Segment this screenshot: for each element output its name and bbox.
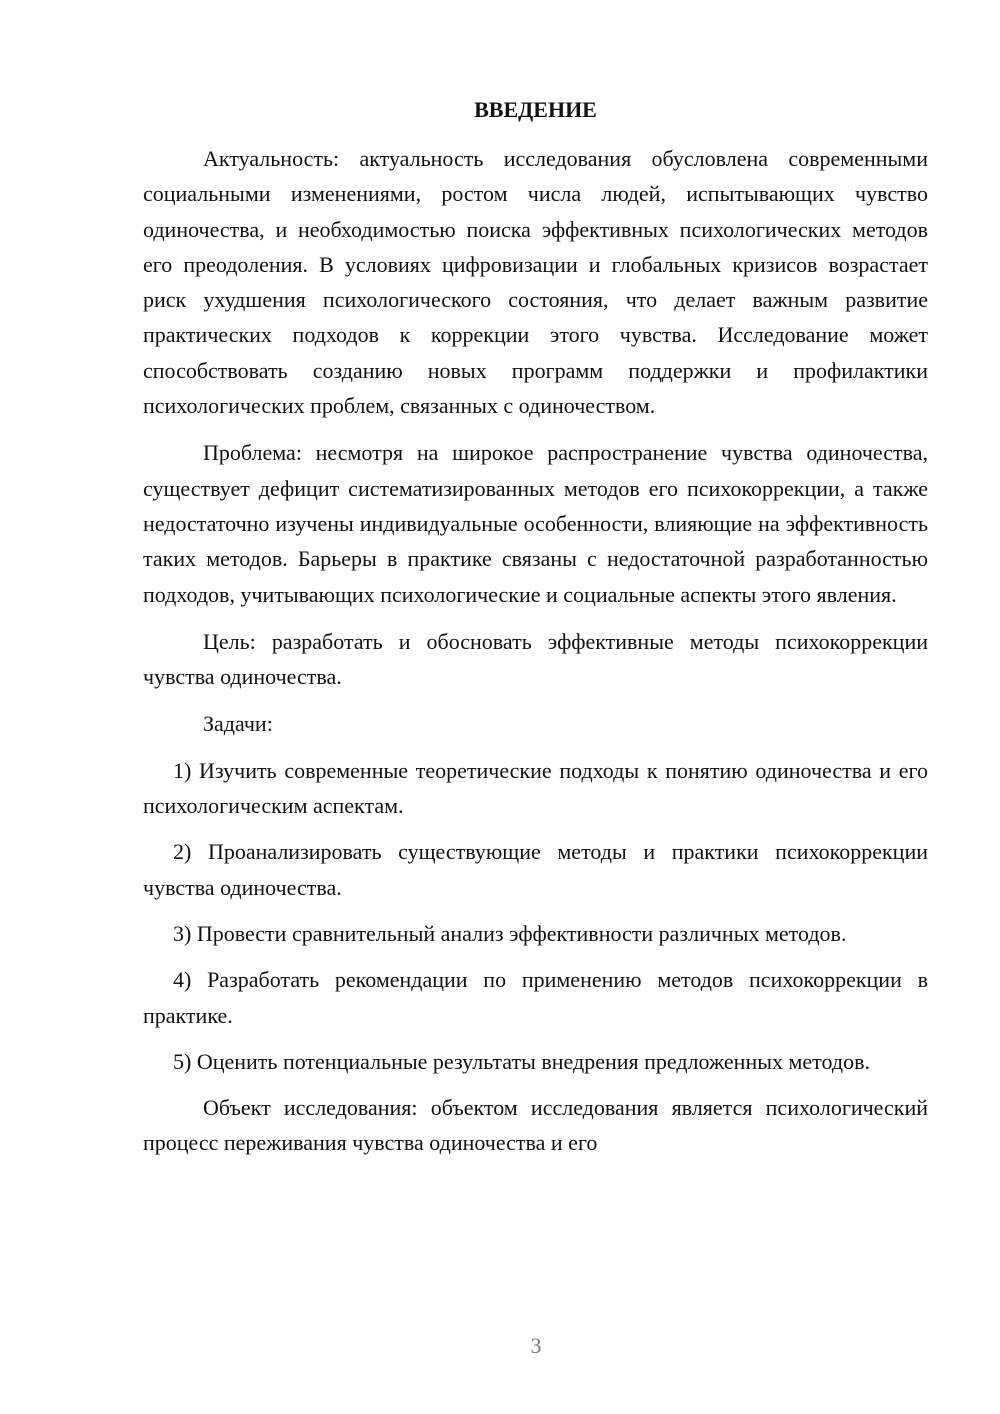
page-content <box>143 92 928 1173</box>
task-item-4: 4) Разработать рекомендации по применению методов психокоррекции в практике. <box>143 967 928 1028</box>
object-paragraph: Объект исследования: объектом исследования является психологический процесс переживания чувства одиночества и его <box>143 1095 928 1156</box>
page-number: 3 <box>530 1333 542 1358</box>
relevance-paragraph: Актуальность: актуальность исследования обусловлена современными социальными изменениями, ростом числа людей, испытывающих чувство одиночества, и необходимостью поиска эффективных психологических методов его преодоления. В условиях цифровизации и глобальных кризисов возрастает риск ухудшения психологического состояния, что делает важным развитие практических подходов к коррекции этого чувства. Исследование может способствовать созданию новых программ поддержки и профилактики психологических проблем, связанных с одиночеством. <box>143 146 928 419</box>
section-title: ВВЕДЕНИЕ <box>474 97 597 122</box>
task-item-3: 3) Провести сравнительный анализ эффективности различных методов. <box>173 920 847 946</box>
task-item-2: 2) Проанализировать существующие методы и практики психокоррекции чувства одиночества. <box>143 839 928 900</box>
goal-paragraph: Цель: разработать и обосновать эффективные методы психокоррекции чувства одиночества. <box>143 628 928 690</box>
task-item-1: 1) Изучить современные теоретические подходы к понятию одиночества и его психологическим аспектам. <box>143 757 928 819</box>
tasks-heading: Задачи: <box>203 711 273 737</box>
task-item-5: 5) Оценить потенциальные результаты внедрения предложенных методов. <box>173 1048 870 1074</box>
problem-paragraph: Проблема: несмотря на широкое распространение чувства одиночества, существует дефицит систематизированных методов его психокоррекции, а также недостаточно изучены индивидуальные особенности, влияющие на эффективность таких методов. Барьеры в практике связаны с недостаточной разработанностью подходов, учитывающих психологические и социальные аспекты этого явления. <box>143 440 928 607</box>
